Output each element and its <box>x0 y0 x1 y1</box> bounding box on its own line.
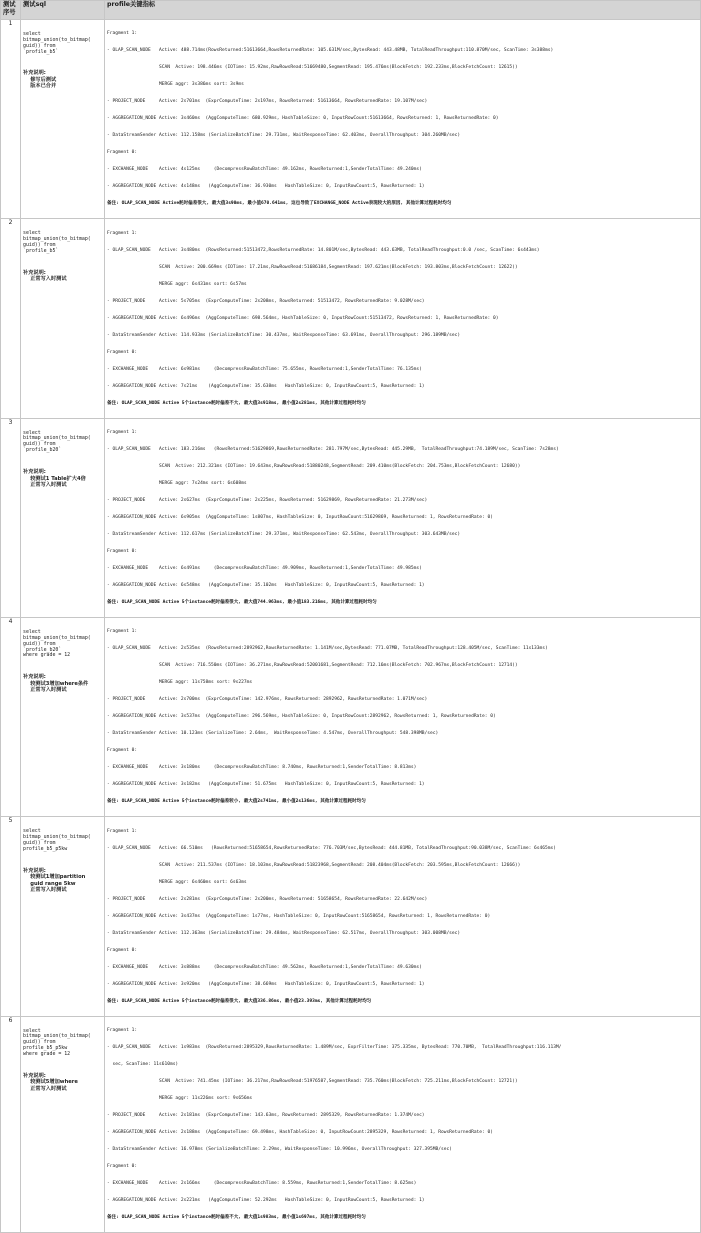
row-profile <box>105 20 701 219</box>
profile-line: SCAN Active: 212.321ms (IOTime: 19.643ms,RawRowsRead:51880248,SegmentRead: 209.410ms(BlockFetch: 204.753ms,BlockFetchCount: 12680)) <box>107 464 521 470</box>
profile-line: Fragment 0: <box>107 349 138 355</box>
profile-note: 备注: OLAP_SCAN_NODE Active 5个instance耗时偏差很大, 最大值744.963ms, 最小值183.216ms, 其他计算过程耗时均匀 <box>107 600 377 606</box>
profile-line: - AGGREGATION_NODE Active: 6s905ms (AggComputeTime: 1s807ms, HashTableSize: 0, InputRowCount:51629869, RowsReturned: 1, RowsReturnedRate: 0) <box>107 515 493 521</box>
profile-line: SCAN Active: 716.550ms (IOTime: 36.271ms,RawRowsRead:52001681,SegmentRead: 712.16ms(BlockFetch: 702.967ms,BlockFetchCount: 12714)) <box>107 663 518 669</box>
row-seq: 5 <box>1 817 21 1016</box>
profile-line: - AGGREGATION_NODE Active: 3s460ms (AggComputeTime: 680.929ms, HashTableSize: 0, InputRowCount:51613664, RowsReturned: 1, RowsReturnedRate: 0) <box>107 116 499 122</box>
profile-line: - AGGREGATION_NODE Active: 6s496ms (AggComputeTime: 698.564ms, HashTableSize: 0, InputRowCount:51513472, RowsReturned: 1, RowsReturnedRate: 0) <box>107 315 499 321</box>
profile-line: SCAN Active: 741.45ms (IOTime: 36.217ms,RawRowsRead:51976587,SegmentRead: 735.760ms(BlockFetch: 725.211ms,BlockFetchCount: 12721)) <box>107 1079 518 1085</box>
table-row <box>1 20 701 219</box>
profile-line: - AGGREGATION_NODE Active: 3s437ms (AggComputeTime: 1s77ms, HashTableSize: 0, InputRowCount:51658654, RowsReturned: 1, RowsReturnedRate: 0) <box>107 913 491 919</box>
profile-line: Fragment 1: <box>107 629 138 635</box>
profile-line: MERGE aggr: 3s386ms sort: 3s9ms <box>107 82 244 88</box>
row-seq: 4 <box>1 618 21 817</box>
profile-line: - OLAP_SCAN_NODE Active: 3s480ms (RowsReturned:51513472,RowsReturnedRate: 14.801M/sec,BytesRead: 443.63MB, TotalReadThroughput:0.0 /sec, ScanTime: 6s443ms) <box>107 247 540 253</box>
profile-line: - EXCHANGE_NODE Active: 3s888ms (DecompressRowBatchTime: 49.562ms, RowsReturned:1,SenderTotalTime: 49.630ms) <box>107 964 422 970</box>
profile-line: - DataStreamSender Active: 112.363ms (SerializeBatchTime: 29.484ms, WaitResponseTime: 62.517ms, OverallThroughput: 303.008MB/sec) <box>107 930 461 936</box>
profile-line: - DataStreamSender Active: 112.158ms (SerializeBatchTime: 29.731ms, WaitResponseTime: 62.403ms, OverallThroughput: 304.260MB/sec) <box>107 133 461 139</box>
profile-line: - PROJECT_NODE Active: 2s281ms (ExprComputeTime: 2s200ms, RowsReturned: 51658654, RowsReturnedRate: 22.642M/sec) <box>107 896 428 902</box>
profile-line: - DataStreamSender Active: 112.617ms (SerializeBatchTime: 29.371ms, WaitResponseTime: 62.543ms, OverallThroughput: 303.643MB/sec) <box>107 532 461 538</box>
profile-line: MERGE aggr: 11s226ms sort: 9s656ms <box>107 1096 253 1102</box>
sql-text: select bitmap_union(to_bitmap( guid)) from `profile_b20` <box>23 429 91 454</box>
sql-hint: 补充说明: 正常写入时测试 <box>23 269 67 283</box>
profile-line: - OLAP_SCAN_NODE Active: 1s983ms (RowsReturned:2895329,RowsReturnedRate: 1.489M/sec, ExprFilterTime: 375.335ms, BytesRead: 770.70MB, TotalReadThroughput:116.113M/ <box>107 1045 562 1051</box>
row-seq: 1 <box>1 20 21 219</box>
profile-line: - PROJECT_NODE Active: 5s705ms (ExprComputeTime: 2s208ms, RowsReturned: 51513472, RowsReturnedRate: 9.028M/sec) <box>107 298 425 304</box>
table-row <box>1 1016 701 1232</box>
profile-line: sec, ScanTime: 11s610ms) <box>107 1062 179 1068</box>
row-seq: 6 <box>1 1016 21 1232</box>
sql-hint: 补充说明: 较测试1增加partition guid range 5kw 正常写入时测试 <box>23 867 86 894</box>
profile-line: - OLAP_SCAN_NODE Active: 183.216ms (RowsReturned:51629869,RowsReturnedRate: 281.797M/sec,BytesRead: 445.29MB, TotalReadThroughput:74.189M/sec, ScanTime: 7s28ms) <box>107 447 559 453</box>
sql-text: select bitmap_union(to_bitmap( guid)) from `profile_b5` <box>23 230 91 254</box>
profile-line: Fragment 1: <box>107 230 138 236</box>
profile-line: - PROJECT_NODE Active: 2s627ms (ExprComputeTime: 2s225ms, RowsReturned: 51629869, RowsReturnedRate: 21.273M/sec) <box>107 498 428 504</box>
profile-line: - PROJECT_NODE Active: 2s181ms (ExprComputeTime: 143.63ms, RowsReturned: 2895329, RowsReturnedRate: 1.374M/sec) <box>107 1113 425 1119</box>
profile-line: - AGGREGATION_NODE Active: 6s548ms (AggComputeTime: 35.102ms HashTableSize: 0, InputRowCount:5, RowsReturned: 1) <box>107 583 425 589</box>
profile-line: Fragment 0: <box>107 748 138 754</box>
profile-line: - PROJECT_NODE Active: 2s700ms (ExprComputeTime: 142.976ms, RowsReturned: 2892962, RowsReturnedRate: 1.071M/sec) <box>107 697 428 703</box>
sql-text: select bitmap_union(to_bitmap( guid)) from profile_b5_p5kw where grade = 12 <box>23 1027 91 1058</box>
profile-line: Fragment 0: <box>107 947 138 953</box>
profile-line: MERGE aggr: 6s460ms sort: 6s63ms <box>107 879 247 885</box>
sql-text: select bitmap_union(to_bitmap( guid)) from profile_b5_p5kw <box>23 828 91 852</box>
row-profile <box>105 418 701 617</box>
header-seq: 测试 序号 <box>1 1 21 20</box>
header-sql: 测试sql <box>21 1 105 20</box>
table-row <box>1 817 701 1016</box>
profile-line: SCAN Active: 200.669ms (IOTime: 17.21ms,RawRowsRead:51686184,SegmentRead: 197.621ms(BlockFetch: 193.803ms,BlockFetchCount: 12622)) <box>107 264 518 270</box>
profile-line: - AGGREGATION_NODE Active: 3s182ms (AggComputeTime: 51.675ms HashTableSize: 0, InputRowCount:5, RowsReturned: 1) <box>107 782 425 788</box>
profile-line: Fragment 0: <box>107 1164 138 1170</box>
profile-line: - AGGREGATION_NODE Active: 2s188ms (AggComputeTime: 69.498ms, HashTableSize: 0, InputRowCount:2895329, RowsReturned: 1, RowsReturnedRate: 0) <box>107 1130 493 1136</box>
profile-line: MERGE aggr: 7s24ms sort: 6s608ms <box>107 481 247 487</box>
profile-line: - DataStreamSender Active: 114.933ms (SerializeBatchTime: 30.437ms, WaitResponseTime: 63.691ms, OverallThroughput: 296.189MB/sec) <box>107 332 461 338</box>
profile-line: - OLAP_SCAN_NODE Active: 2s535ms (RowsReturned:2892962,RowsReturnedRate: 1.141M/sec,BytesRead: 771.07MB, TotalReadThroughput:128.405M/sec, ScanTime: 11s133ms) <box>107 646 548 652</box>
sql-hint: 补充说明: 较测试3增加where条件 正常写入时测试 <box>23 674 89 694</box>
profile-line: SCAN Active: 198.446ms (IOTime: 15.92ms,RawRowsRead:51669480,SegmentRead: 195.476ms(BlockFetch: 192.233ms,BlockFetchCount: 12615)) <box>107 65 518 71</box>
profile-line: SCAN Active: 211.537ms (IOTime: 18.103ms,RawRowsRead:51823968,SegmentRead: 208.404ms(BlockFetch: 203.595ms,BlockFetchCount: 12666)) <box>107 862 521 868</box>
profile-note: 备注: OLAP_SCAN_NODE Active 5个instance耗时偏差不大, 最大值3s918ms, 最小值2s281ms, 其他计算过程耗时均匀 <box>107 400 366 406</box>
row-sql <box>21 618 105 817</box>
profile-line: Fragment 0: <box>107 549 138 555</box>
profile-note: 备注: OLAP_SCAN_NODE Active 5个instance耗时偏差不大, 最大值1s983ms, 最小值1s697ms, 其他计算过程耗时均匀 <box>107 1215 366 1221</box>
profile-line: - OLAP_SCAN_NODE Active: 488.714ms(RowsReturned:51613664,RowsReturnedRate: 105.631M/sec,BytesRead: 443.48MB, TotalReadThroughput:110.870M/sec, ScanTime: 3s388ms) <box>107 48 554 54</box>
row-sql <box>21 1016 105 1232</box>
sql-hint: 补充说明: 较测试5增加where 正常写入时测试 <box>23 1072 78 1093</box>
profile-line: - AGGREGATION_NODE Active: 7s21ms (AggComputeTime: 35.638ms HashTableSize: 0, InputRowCount:5, RowsReturned: 1) <box>107 383 425 389</box>
row-profile <box>105 219 701 418</box>
profile-note: 备注: OLAP_SCAN_NODE Active 5个instance耗时偏差较小, 最大值2s741ms, 最小值2s136ms, 其他计算过程耗时均匀 <box>107 799 366 805</box>
row-profile <box>105 618 701 817</box>
profile-line: - OLAP_SCAN_NODE Active: 66.510ms (RowsReturned:51658654,RowsReturnedRate: 776.703M/sec,BytesRead: 444.81MB, TotalReadThroughput:90.038M/sec, ScanTime: 6s465ms) <box>107 845 556 851</box>
row-seq: 2 <box>1 219 21 418</box>
header-row <box>1 1 701 20</box>
profile-line: - EXCHANGE_NODE Active: 3s180ms (DecompressRowBatchTime: 8.740ms, RowsReturned:1,SenderTotalTime: 8.813ms) <box>107 765 417 771</box>
sql-hint: 补充说明: 修写后测试 版本已合并 <box>23 70 57 90</box>
sql-text: select bitmap_union(to_bitmap( guid)) from `profile_b5` <box>23 30 91 55</box>
profile-line: - DataStreamSender Active: 10.123ms (SerializeTime: 2.64ms, WaitResponseTime: 4.547ms, OverallThroughput: 548.398MB/sec) <box>107 731 439 737</box>
row-profile <box>105 817 701 1016</box>
table-row <box>1 219 701 418</box>
profile-line: - EXCHANGE_NODE Active: 2s166ms (DecompressRowBatchTime: 8.559ms, RowsReturned:1,SenderTotalTime: 8.625ms) <box>107 1181 417 1187</box>
row-sql <box>21 20 105 219</box>
profile-line: - AGGREGATION_NODE Active: 3s537ms (AggComputeTime: 296.569ms, HashTableSize: 0, InputRowCount:2892962, RowsReturned: 1, RowsReturnedRate: 0) <box>107 714 496 720</box>
profile-line: Fragment 1: <box>107 1028 138 1034</box>
profile-line: - EXCHANGE_NODE Active: 6s981ms (DecompressRowBatchTime: 75.655ms, RowsReturned:1,SenderTotalTime: 76.135ms) <box>107 366 422 372</box>
header-profile: profile关键指标 <box>105 1 701 20</box>
profile-note: 备注: OLAP_SCAN_NODE Active耗时偏差很大, 最大值3s90ms, 最小值670.641ms, 这也导致了EXCHANGE_NODE Active表现较大的原因, 其他计算过程耗时均匀 <box>107 201 452 207</box>
row-profile <box>105 1016 701 1232</box>
profile-line: - EXCHANGE_NODE Active: 6s491ms (DecompressRowBatchTime: 49.909ms, RowsReturned:1,SenderTotalTime: 49.985ms) <box>107 566 422 572</box>
profile-line: MERGE aggr: 6s431ms sort: 6s57ms <box>107 281 247 287</box>
profile-note: 备注: OLAP_SCAN_NODE Active 5个instance耗时偏差很大, 最大值336.86ms, 最小值23.393ms, 其他计算过程耗时均匀 <box>107 998 372 1004</box>
profile-line: Fragment 1: <box>107 828 138 834</box>
profile-line: Fragment 0: <box>107 150 138 156</box>
row-sql <box>21 219 105 418</box>
profile-line: Fragment 1: <box>107 430 138 436</box>
profile-line: - PROJECT_NODE Active: 2s701ms (ExprComputeTime: 2s197ms, RowsReturned: 51613664, RowsReturnedRate: 19.107M/sec) <box>107 99 428 105</box>
table-row <box>1 618 701 817</box>
sql-text: select bitmap_union(to_bitmap( guid)) from `profile_b20` where grade = 12 <box>23 628 91 659</box>
row-seq: 3 <box>1 418 21 617</box>
row-sql <box>21 817 105 1016</box>
profile-line: Fragment 1: <box>107 31 138 37</box>
profile-line: - DataStreamSender Active: 16.978ms (SerializeBatchTime: 2.29ms, WaitResponseTime: 10.996ms, OverallThroughput: 327.395MB/sec) <box>107 1147 452 1153</box>
table-row <box>1 418 701 617</box>
profile-line: - AGGREGATION_NODE Active: 4s148ms (AggComputeTime: 36.930ms HashTableSize: 0, InputRowCount:5, RowsReturned: 1) <box>107 184 425 190</box>
profile-line: - EXCHANGE_NODE Active: 4s125ms (DecompressRowBatchTime: 49.162ms, RowsReturned:1,SenderTotalTime: 49.240ms) <box>107 167 422 173</box>
profile-line: - AGGREGATION_NODE Active: 2s221ms (AggComputeTime: 52.292ms HashTableSize: 0, InputRowCount:5, RowsReturned: 1) <box>107 1198 425 1204</box>
row-sql <box>21 418 105 617</box>
profile-line: - AGGREGATION_NODE Active: 3s920ms (AggComputeTime: 38.669ms HashTableSize: 0, InputRowCount:5, RowsReturned: 1) <box>107 981 425 987</box>
sql-hint: 补充说明: 较测试1 Table扩大4倍 正常写入时测试 <box>23 468 86 489</box>
profile-line: MERGE aggr: 11s758ms sort: 9s227ms <box>107 680 253 686</box>
